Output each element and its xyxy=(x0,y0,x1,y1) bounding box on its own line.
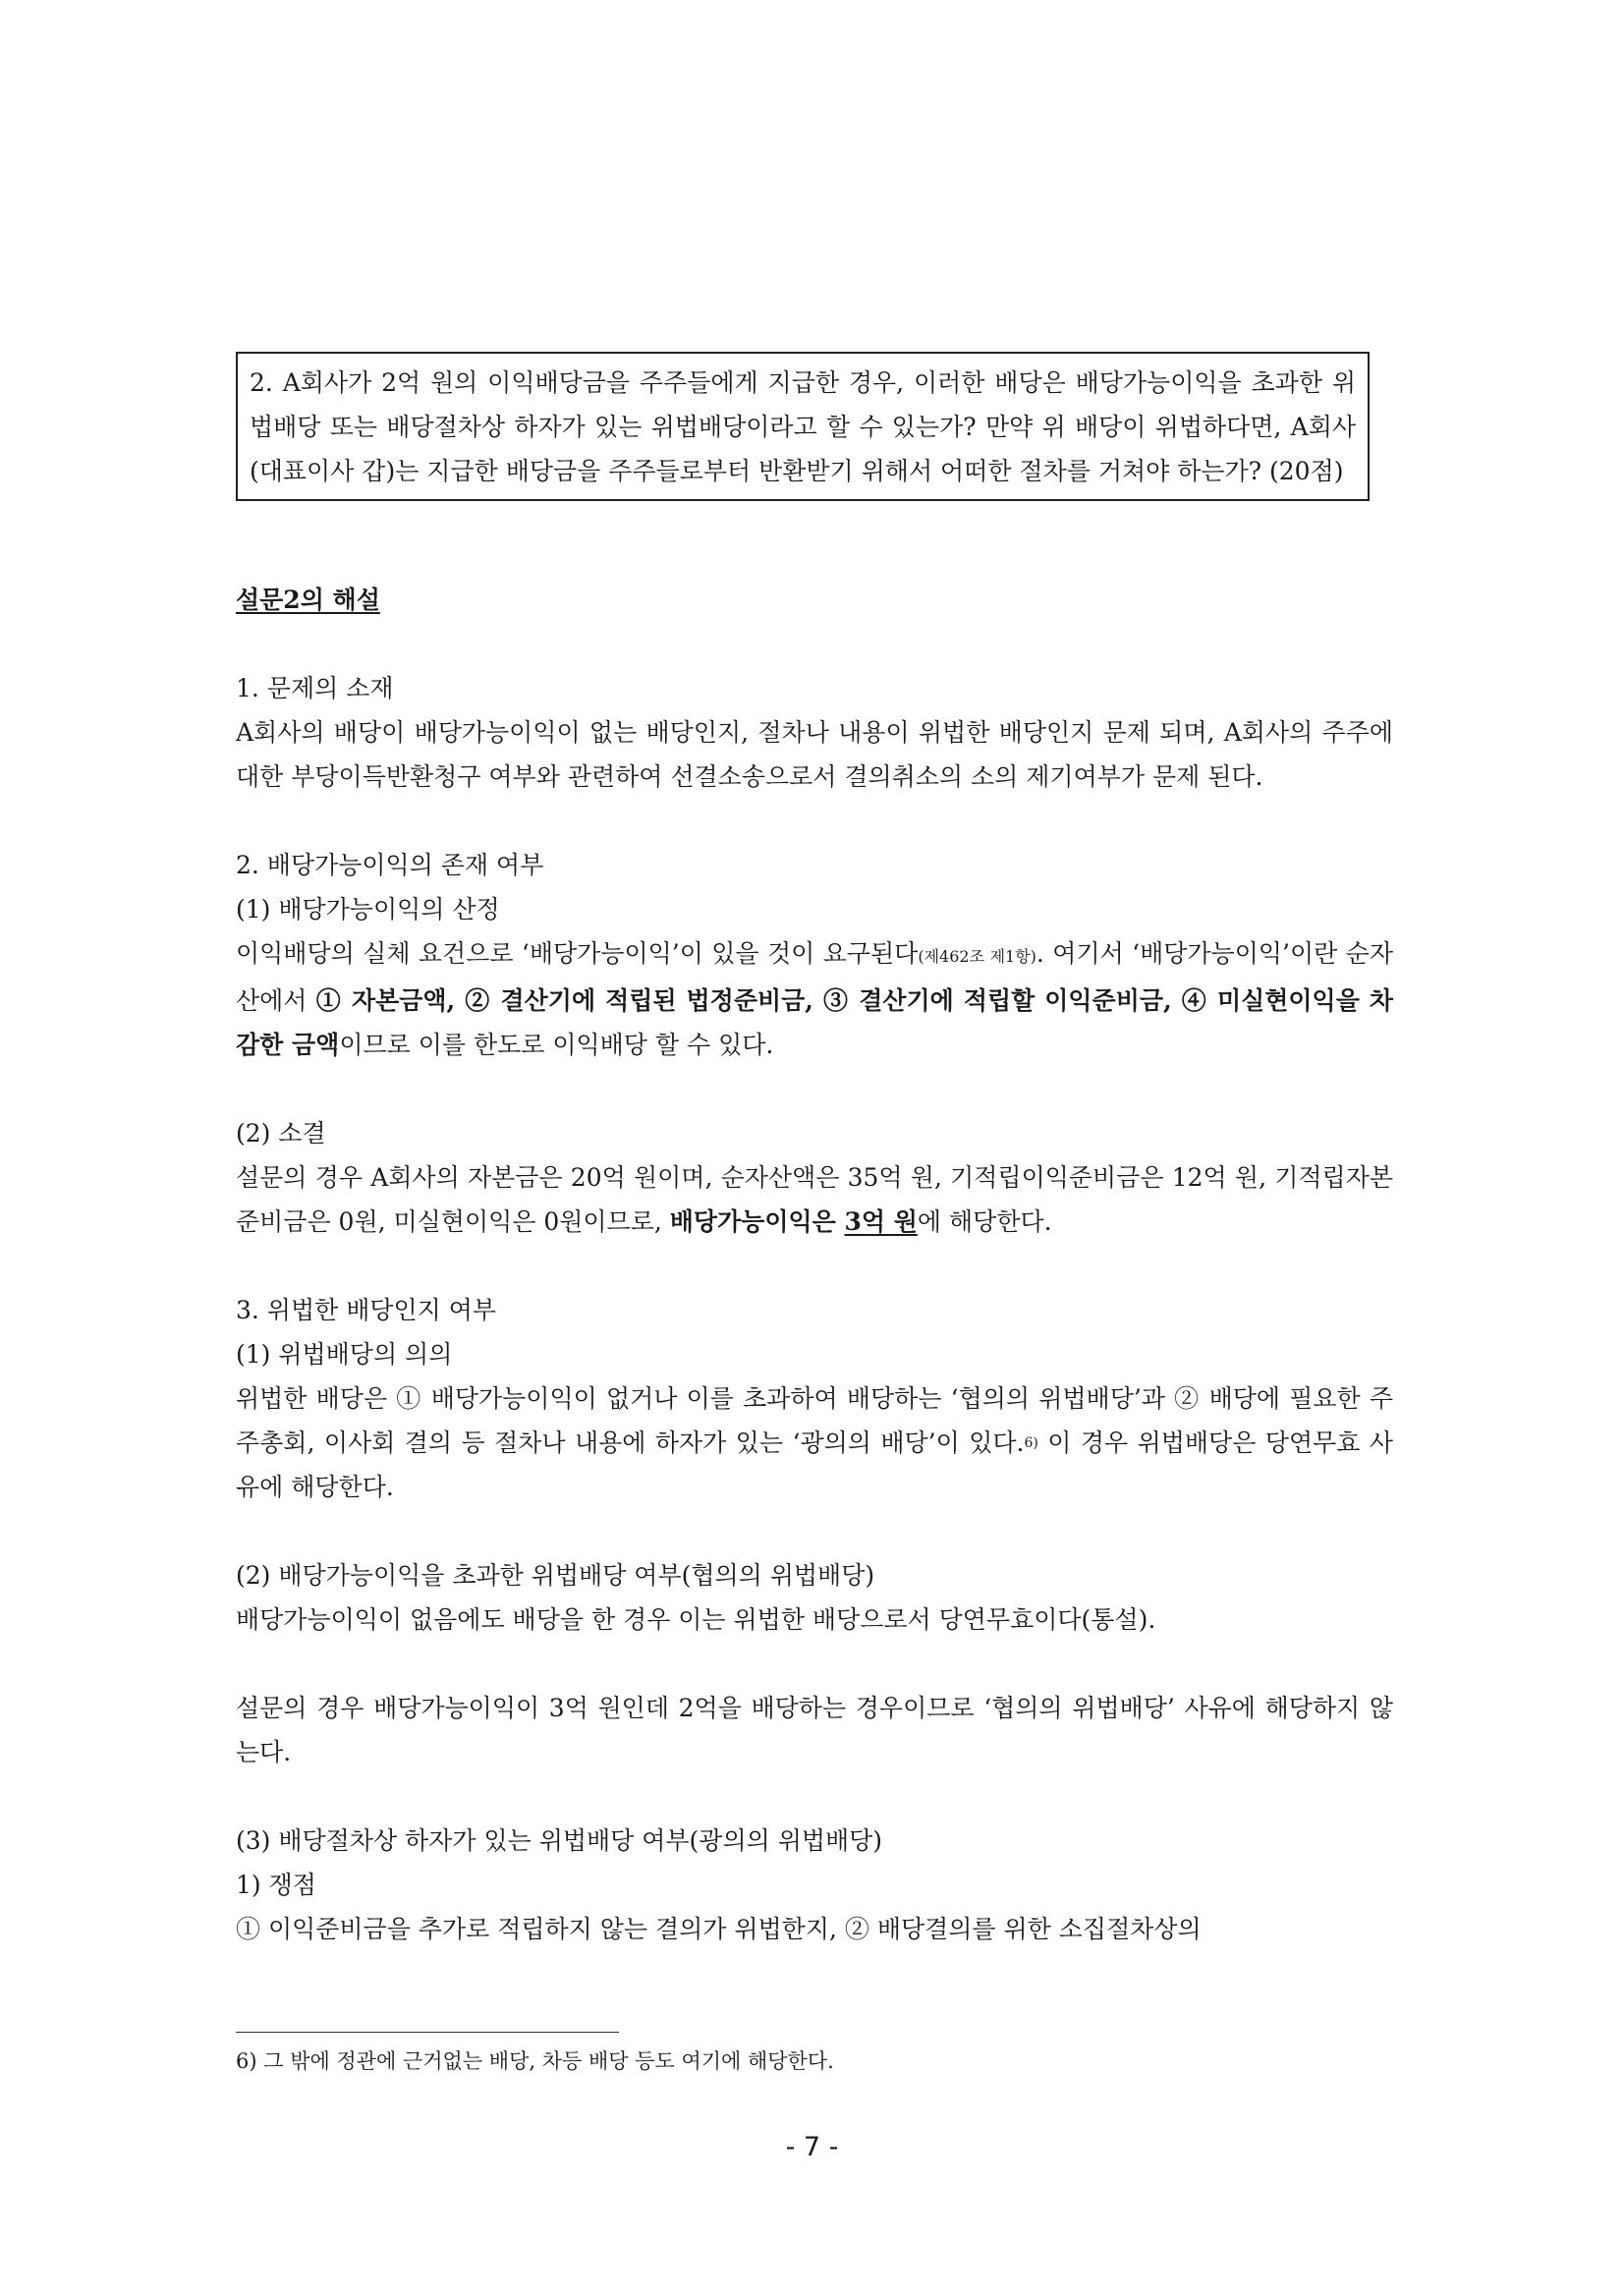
footnote: 6) 그 밖에 정관에 근거없는 배당, 차등 배당 등도 여기에 해당한다. xyxy=(236,2049,834,2073)
section-2-para-1-b: . 여기서 ‘배당가능이익’이란 순자산에서 xyxy=(236,939,1393,1015)
section-1-heading: 1. 문제의 소재 xyxy=(236,674,394,702)
section-2-sub-1: (1) 배당가능이익의 산정 xyxy=(236,895,500,924)
section-2-para-1-bold: ① 자본금액, ② 결산기에 적립된 법정준비금, ③ 결산기에 적립할 이익준비금, ④ 미실현이익을 차감한 금액 xyxy=(236,986,1393,1059)
section-3-para-3: 설문의 경우 배당가능이익이 3억 원인데 2억을 배당하는 경우이므로 ‘협의의 위법배당’ 사유에 해당하지 않는다. xyxy=(236,1694,1393,1766)
commentary-title: 설문2의 해설 xyxy=(236,586,380,614)
section-2-para-2-amount: 3억 원 xyxy=(844,1207,918,1236)
section-2-sub-2: (2) 소결 xyxy=(236,1119,326,1148)
section-3-para-1-a: 위법한 배당은 ① 배당가능이익이 없거나 이를 초과하여 배당하는 ‘협의의 위법배당’과 ② 배당에 필요한 주주총회, 이사회 결의 등 절차나 내용에 하자가 있는 ‘광의의 배당’이 있다. xyxy=(236,1384,1393,1457)
section-3-para-1 xyxy=(236,1376,1393,1509)
section-2-para-2 xyxy=(236,1155,1393,1244)
question-text: 2. A회사가 2억 원의 이익배당금을 주주들에게 지급한 경우, 이러한 배당은 배당가능이익을 초과한 위법배당 또는 배당절차상 하자가 있는 위법배당이라고 할 수 있는가? 만약 위 배당이 위법하다면, A회사(대표이사 갑)는 지급한 배당금을 주주들로부터 반환받기 위해서 어떠한 절차를 거쳐야 하는가? (20점) xyxy=(250,368,1356,485)
section-1-body: A회사의 배당이 배당가능이익이 없는 배당인지, 절차나 내용이 위법한 배당인지 문제 되며, A회사의 주주에 대한 부당이득반환청구 여부와 관련하여 선결소송으로서 결의취소의 소의 제기여부가 문제 된다. xyxy=(236,718,1393,791)
section-2-para-2-c: 에 해당한다. xyxy=(917,1207,1052,1236)
statute-reference: (제462조 제1항) xyxy=(918,947,1036,966)
section-2-para-1-a: 이익배당의 실체 요건으로 ‘배당가능이익’이 있을 것이 요구된다 xyxy=(236,939,919,968)
section-3-sub-3-a: 1) 쟁점 xyxy=(236,1871,316,1899)
question-box xyxy=(236,352,1370,501)
section-2-para-2-bold: 배당가능이익은 xyxy=(669,1207,845,1236)
section-2-para-1-c: 이므로 이를 한도로 이익배당 할 수 있다. xyxy=(339,1031,774,1059)
footnote-marker: 6) xyxy=(1024,1435,1038,1451)
section-3-para-1-b: 이 경우 위법배당은 당연무효 사유에 해당한다. xyxy=(236,1428,1393,1501)
section-2-para-2-a: 설문의 경우 A회사의 자본금은 20억 원이며, 순자산액은 35억 원, 기적립이익준비금은 12억 원, 기적립자본준비금은 0원, 미실현이익은 0원이므로, xyxy=(236,1163,1393,1236)
section-3-sub-3: (3) 배당절차상 하자가 있는 위법배당 여부(광의의 위법배당) xyxy=(236,1826,883,1855)
commentary xyxy=(236,578,1393,1951)
section-3-heading: 3. 위법한 배당인지 여부 xyxy=(236,1296,497,1324)
section-3-para-2: 배당가능이익이 없음에도 배당을 한 경우 이는 위법한 배당으로서 당연무효이다(통설). xyxy=(236,1605,1156,1634)
section-3-sub-2: (2) 배당가능이익을 초과한 위법배당 여부(협의의 위법배당) xyxy=(236,1561,875,1590)
section-2-para-1 xyxy=(236,931,1393,1067)
section-2-heading: 2. 배당가능이익의 존재 여부 xyxy=(236,851,544,879)
section-3-para-4: ① 이익준비금을 추가로 적립하지 않는 결의가 위법한지, ② 배당결의를 위한 소집절차상의 xyxy=(236,1915,1202,1943)
section-3-sub-1: (1) 위법배당의 의의 xyxy=(236,1340,453,1369)
footnote-divider xyxy=(236,2032,619,2033)
page-number: - 7 - xyxy=(785,2132,839,2162)
